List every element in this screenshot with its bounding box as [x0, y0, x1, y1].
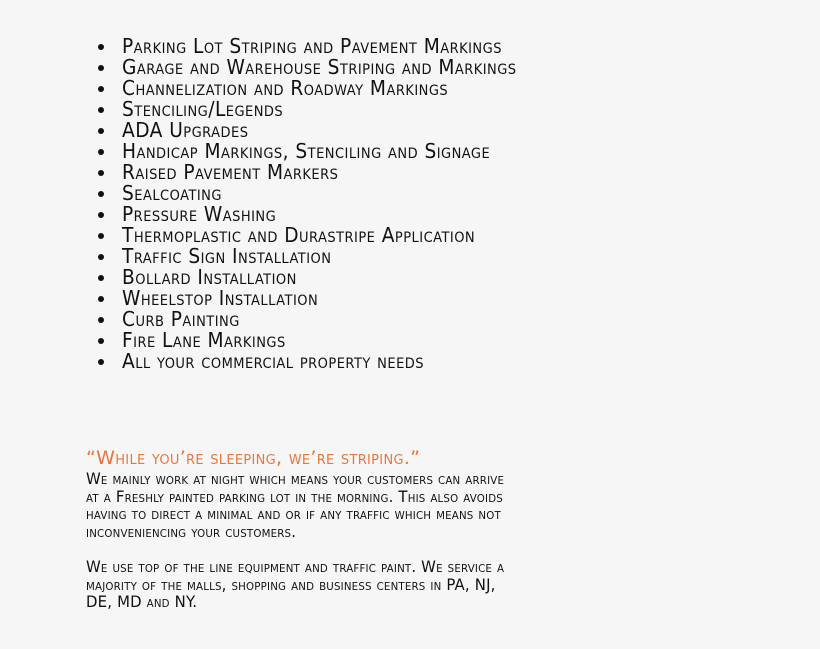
- paragraph-line: DE, MD and NY.: [86, 592, 198, 611]
- tagline: “While you’re sleeping, we’re striping.”: [86, 447, 421, 469]
- service-label: Sealcoating: [122, 181, 222, 205]
- service-label: ADA Upgrades: [122, 118, 249, 142]
- service-item: [96, 141, 546, 162]
- bullet-icon: [98, 254, 104, 260]
- paragraph-line: We mainly work at night which means your customers can arrive: [86, 469, 505, 488]
- service-label: Garage and Warehouse Striping and Markings: [122, 55, 517, 79]
- service-label: Traffic Sign Installation: [122, 244, 332, 268]
- paragraph-line: We use top of the line equipment and traffic paint. We service a: [86, 557, 505, 576]
- service-item: [96, 288, 546, 309]
- service-item: [96, 204, 546, 225]
- service-label: Bollard Installation: [122, 265, 297, 289]
- service-label: Channelization and Roadway Markings: [122, 76, 449, 100]
- service-label: Wheelstop Installation: [122, 286, 319, 310]
- bullet-icon: [98, 86, 104, 92]
- paragraph-line: at a Freshly painted parking lot in the morning. This also avoids: [86, 486, 504, 506]
- bullet-icon: [98, 149, 104, 155]
- service-label: Pressure Washing: [122, 202, 277, 226]
- service-item: [96, 267, 546, 288]
- bullet-icon: [98, 338, 104, 344]
- bullet-icon: [98, 233, 104, 239]
- service-item: [96, 183, 546, 204]
- paragraph-line: inconveniencing your customers.: [86, 521, 297, 541]
- services-list: [96, 36, 546, 372]
- service-item: [96, 36, 546, 57]
- service-label: Parking Lot Striping and Pavement Markings: [122, 34, 502, 58]
- service-item: [96, 330, 546, 351]
- bullet-icon: [98, 296, 104, 302]
- bullet-icon: [98, 44, 104, 50]
- service-item: [96, 78, 546, 99]
- service-label: Raised Pavement Markers: [122, 160, 339, 184]
- service-label: Thermoplastic and Durastripe Application: [122, 223, 476, 247]
- service-item: [96, 246, 546, 267]
- bullet-icon: [98, 107, 104, 113]
- paragraph-line: having to direct a minimal and or if any traffic which means not: [86, 504, 501, 523]
- service-label: Stenciling/Legends: [122, 97, 284, 121]
- bullet-icon: [98, 317, 104, 323]
- service-item: [96, 99, 546, 120]
- service-label: Handicap Markings, Stenciling and Signage: [122, 139, 491, 163]
- service-label: Fire Lane Markings: [122, 328, 286, 352]
- service-item: [96, 162, 546, 183]
- bullet-icon: [98, 170, 104, 176]
- paragraph-line: majority of the malls, shopping and business centers in PA, NJ,: [86, 574, 496, 594]
- service-item: [96, 120, 546, 141]
- service-item: [96, 225, 546, 246]
- bullet-icon: [98, 275, 104, 281]
- bullet-icon: [98, 212, 104, 218]
- bullet-icon: [98, 128, 104, 134]
- bullet-icon: [98, 359, 104, 365]
- service-item: [96, 309, 546, 330]
- night-work-paragraph: [86, 470, 746, 540]
- service-label: All your commercial property needs: [122, 349, 425, 373]
- equipment-paragraph: [86, 558, 746, 611]
- bullet-icon: [98, 65, 104, 71]
- bullet-icon: [98, 191, 104, 197]
- service-label: Curb Painting: [122, 307, 240, 331]
- service-item: [96, 351, 546, 372]
- service-item: [96, 57, 546, 78]
